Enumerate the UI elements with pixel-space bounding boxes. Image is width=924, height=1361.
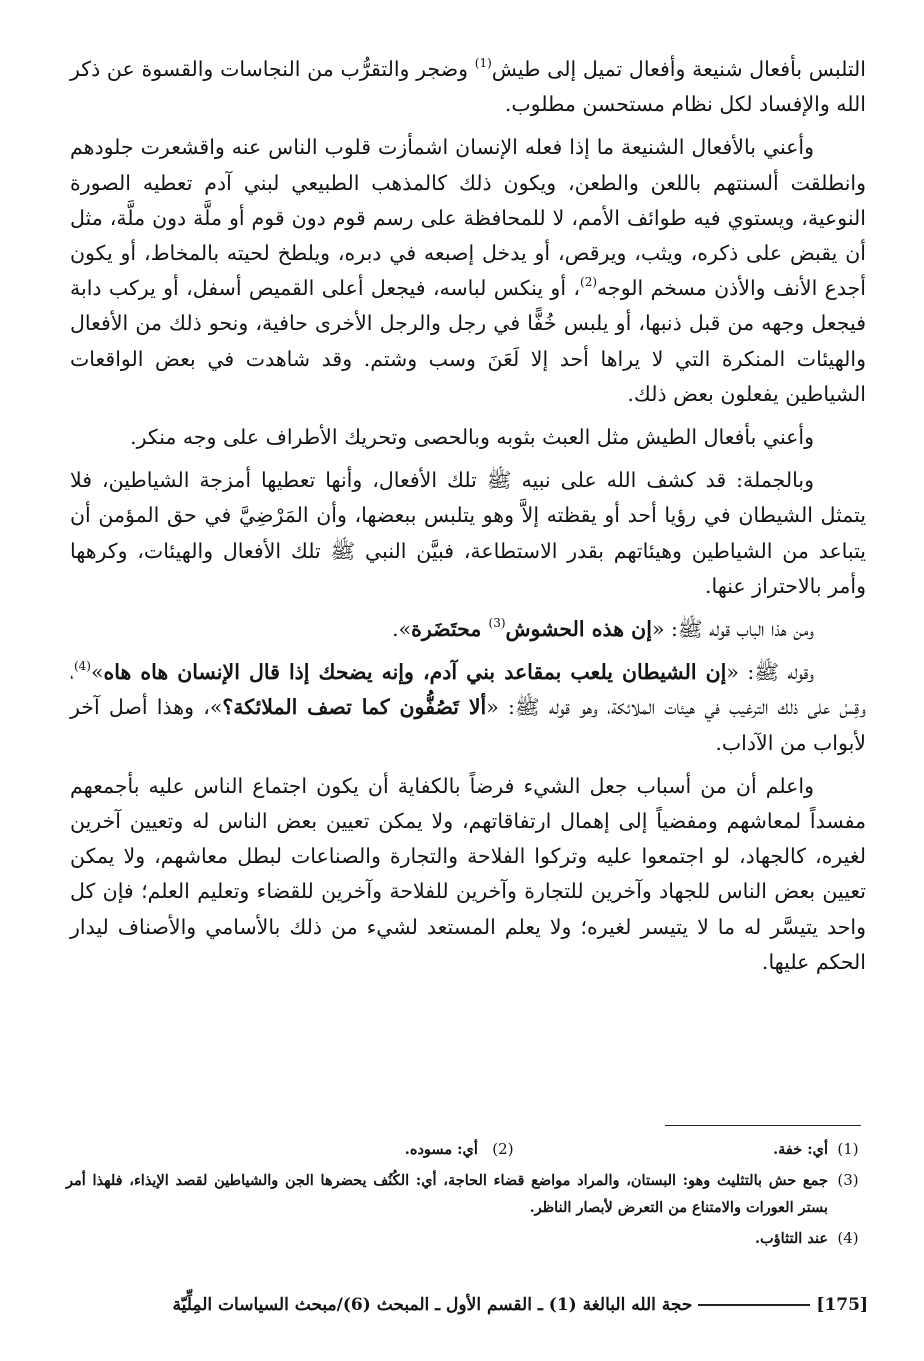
paragraph-4 (70, 463, 866, 604)
footnote-row (66, 1225, 868, 1252)
footnote-text-pair (66, 1136, 828, 1163)
hadith-quote-1-end: محتَضَرة (411, 617, 489, 642)
paragraph-2-text-a: وأعني بالأفعال الشنيعة ما إذا فعله الإنسان اشمأزت قلوب الناس عنه واقشعرت جلودهم وانطلقت ألسنتهم باللعن والطعن، ويكون ذلك كالمذهب الطبيعي لبني آدم تعطيه الصورة النوعية، ويستوي فيه طوائف الأمم، لا للمحافظة على رسم قوم دون قوم أو ملَّة دون ملَّة، مثل أن يقبض على ذكره، ويثب، ويرقص، أو يدخل إصبعه في دبره، ويلطخ لحيته بالمخاط، أو يكون أجدع الأنف والأذن مسخم الوجه (70, 135, 866, 301)
footnote-ref-3: (3) (488, 616, 506, 631)
footnote-row (66, 1167, 868, 1221)
footnote-text: أي: خفة. (773, 1141, 828, 1158)
footnote-number: (3) (837, 1171, 859, 1189)
paragraph-7 (70, 769, 866, 980)
paragraph-2-text-b: ، أو ينكس لباسه، فيجعل أعلى القميص أسفل، أو يركب دابة فيجعل وجهه من قبل ذنبها، أو يلبس خُفًّا في رجل والرجل الأخرى حافية، ونحو ذلك من الأفعال والهيئات المنكرة التي لا يراها أحد إلا لَعَنَ وسب وشتم. وقد شاهدت في بعض الواقعات الشياطين يفعلون بعض ذلك. (70, 276, 866, 406)
footnote-ref-1: (1) (474, 56, 492, 70)
footer-rule (698, 1304, 810, 1306)
footnotes (66, 1136, 868, 1256)
main-text (70, 52, 866, 988)
footnote-ref-2: (2) (580, 275, 598, 290)
page-number: [175] (816, 1295, 868, 1315)
paragraph-6 (70, 655, 866, 761)
footnote-number: (1) (837, 1140, 859, 1158)
paragraph-7-text: واعلم أن من أسباب جعل الشيء فرضاً بالكفاية أن يكون اجتماع الناس عليه بأجمعهم مفسداً لمعاشهم ومفضياً إلى إهمال ارتفاقاتهم، ولا يمكن تعيين بعض الناس له وتعيين آخرين لغيره، كالجهاد، لو اجتمعوا عليه وتركوا الفلاحة والتجارة والصناعات لبطل معاشهم، ولا يمكن تعيين بعض الناس للجهاد وآخرين للتجارة وآخرين للفلاحة وآخرين للقضاء وتعليم العلم؛ فإن كل واحد يتيسَّر له ما لا يتيسر لغيره؛ ولا يعلم المستعد لشيء من ذلك بالأسامي والأصناف ليدار الحكم عليها. (70, 773, 866, 974)
paragraph-1-text-b: وضجر والتقرُّب من النجاسات والقسوة عن ذكر الله والإفساد لكل نظام مستحسن مطلوب. (70, 57, 866, 117)
paragraph-3-text: وأعني بأفعال الطيش مثل العبث بثوبه وبالحصى وتحريك الأطراف على وجه منكر. (130, 425, 814, 450)
paragraph-5 (70, 612, 866, 647)
footnote-text: عند التثاؤب. (754, 1230, 828, 1247)
footnote-text: جمع حش بالتثليث وهو: البستان، والمراد مواضع قضاء الحاجة، أي: الكُنُف يحضرها الجن والشياطين لقصد الإيذاء، فلهذا أمر بستر العورات والامتناع من التعرض لأبصار الناظر. (66, 1172, 828, 1216)
footnote-number: (2) (492, 1140, 514, 1158)
footnote-divider (665, 1125, 861, 1126)
paragraph-5-text-b: ». (392, 617, 412, 642)
paragraph-6-text-b: » (90, 660, 104, 685)
footnote-text: أي: مسوده. (404, 1141, 478, 1158)
paragraph-5-text-a: ومن هذا الباب قوله ﷺ: « (651, 617, 814, 642)
paragraph-2 (70, 130, 866, 412)
paragraph-4-text: وبالجملة: قد كشف الله على نبيه ﷺ تلك الأفعال، وأنها تعطيها أمزجة الشياطين، فلا يتمثل الشيطان في رؤيا أحد أو يقظته إلاَّ وهو يتلبس ببعضها، وأن المَرْضِيَّ في حق المؤمن أن يتباعد من الشياطين وهيئاتهم بقدر الاستطاعة، فبيَّن النبي ﷺ تلك الأفعال والهيئات، وكرهها وأمر بالاحتراز عنها. (70, 468, 866, 598)
running-footer (60, 1295, 868, 1315)
hadith-quote-1: إن هذه الحشوش (505, 617, 652, 642)
footnote-row (66, 1136, 868, 1163)
paragraph-6-text-c: ، وقِسْ على ذلك الترغيب في هيئات الملائكة، وهو قوله ﷺ: « (70, 660, 866, 720)
footnote-ref-4: (4) (73, 659, 91, 674)
paragraph-6-text-d: »، وهذا أصل آخر لأبواب من الآداب. (70, 695, 866, 755)
paragraph-6-text-a: وقوله ﷺ: « (726, 660, 814, 685)
paragraph-1-text-a: التلبس بأفعال شنيعة وأفعال تميل إلى طيش (491, 57, 866, 81)
footnote-number: (4) (837, 1229, 859, 1247)
hadith-quote-3: ألا تَصُفُّون كما تصف الملائكة؟ (222, 695, 487, 720)
hadith-quote-2: إن الشيطان يلعب بمقاعد بني آدم، وإنه يضحك إذا قال الإنسان هاه هاه (103, 660, 727, 685)
paragraph-1 (70, 52, 866, 122)
running-title: حجة الله البالغة (1) ـ القسم الأول ـ المبحث (6)/مبحث السياسات المِلِّيّة (172, 1295, 693, 1315)
paragraph-3 (70, 420, 866, 455)
